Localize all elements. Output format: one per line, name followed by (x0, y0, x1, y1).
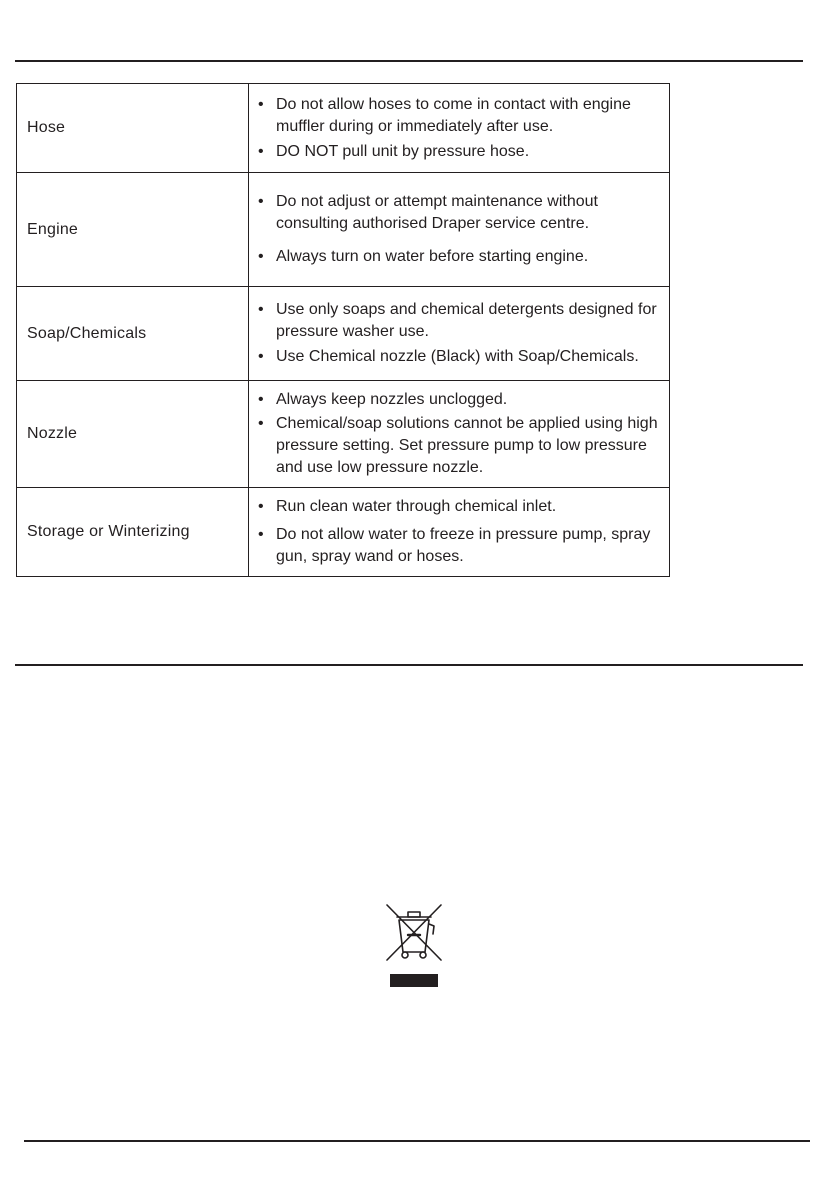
list-item: • Run clean water through chemical inlet. (258, 498, 557, 515)
tip-text: Use only soaps and chemical detergents designed for pressure washer use. (276, 301, 657, 340)
row-tips (249, 84, 670, 173)
tip-text: Do not adjust or attempt maintenance without consulting authorised Draper service centre. (276, 193, 598, 232)
row-topic: Nozzle (17, 381, 249, 488)
tip-text: Use Chemical nozzle (Black) with Soap/Chemicals. (276, 348, 639, 365)
row-topic: Engine (17, 173, 249, 287)
list-item: • Always keep nozzles unclogged. (258, 391, 508, 408)
list-item: • Chemical/soap solutions cannot be applied using high pressure setting. Set pressure pump to low pressure and use low pressure nozzle. (258, 415, 658, 476)
row-topic: Storage or Winterizing (17, 488, 249, 577)
table-row (17, 287, 670, 381)
row-tips (249, 488, 670, 577)
list-item: • Use only soaps and chemical detergents designed for pressure washer use. (258, 301, 657, 340)
list-item: • Do not allow hoses to come in contact with engine muffler during or immediately after use. (258, 95, 631, 135)
bottom-divider (24, 1140, 810, 1142)
top-divider (15, 60, 803, 62)
row-tips (249, 173, 670, 287)
table-row (17, 84, 670, 173)
row-tips (249, 381, 670, 488)
tip-text: Chemical/soap solutions cannot be applied using high pressure setting. Set pressure pump to low pressure and use low pressure nozzle. (276, 415, 658, 476)
tip-text: Run clean water through chemical inlet. (276, 498, 557, 515)
tip-text: Always keep nozzles unclogged. (276, 391, 508, 408)
row-tips (249, 287, 670, 381)
list-item: • Do not allow water to freeze in pressure pump, spray gun, spray wand or hoses. (258, 526, 651, 565)
list-item: • DO NOT pull unit by pressure hose. (258, 142, 530, 160)
section-divider (15, 664, 803, 666)
row-topic: Soap/Chemicals (17, 287, 249, 381)
row-topic: Hose (17, 84, 249, 173)
crossed-out-wheelie-bin-icon (384, 902, 444, 990)
tip-text: DO NOT pull unit by pressure hose. (276, 142, 530, 160)
care-guide-table (16, 83, 670, 577)
tip-text: Always turn on water before starting engine. (276, 248, 589, 265)
table-row (17, 488, 670, 577)
table-row (17, 173, 670, 287)
list-item: • Do not adjust or attempt maintenance without consulting authorised Draper service centre. (258, 193, 598, 232)
tip-text: Do not allow water to freeze in pressure pump, spray gun, spray wand or hoses. (276, 526, 651, 565)
tip-text: Do not allow hoses to come in contact with engine muffler during or immediately after use. (276, 95, 631, 135)
table-row (17, 381, 670, 488)
list-item: • Use Chemical nozzle (Black) with Soap/Chemicals. (258, 348, 639, 365)
list-item: • Always turn on water before starting engine. (258, 248, 589, 265)
